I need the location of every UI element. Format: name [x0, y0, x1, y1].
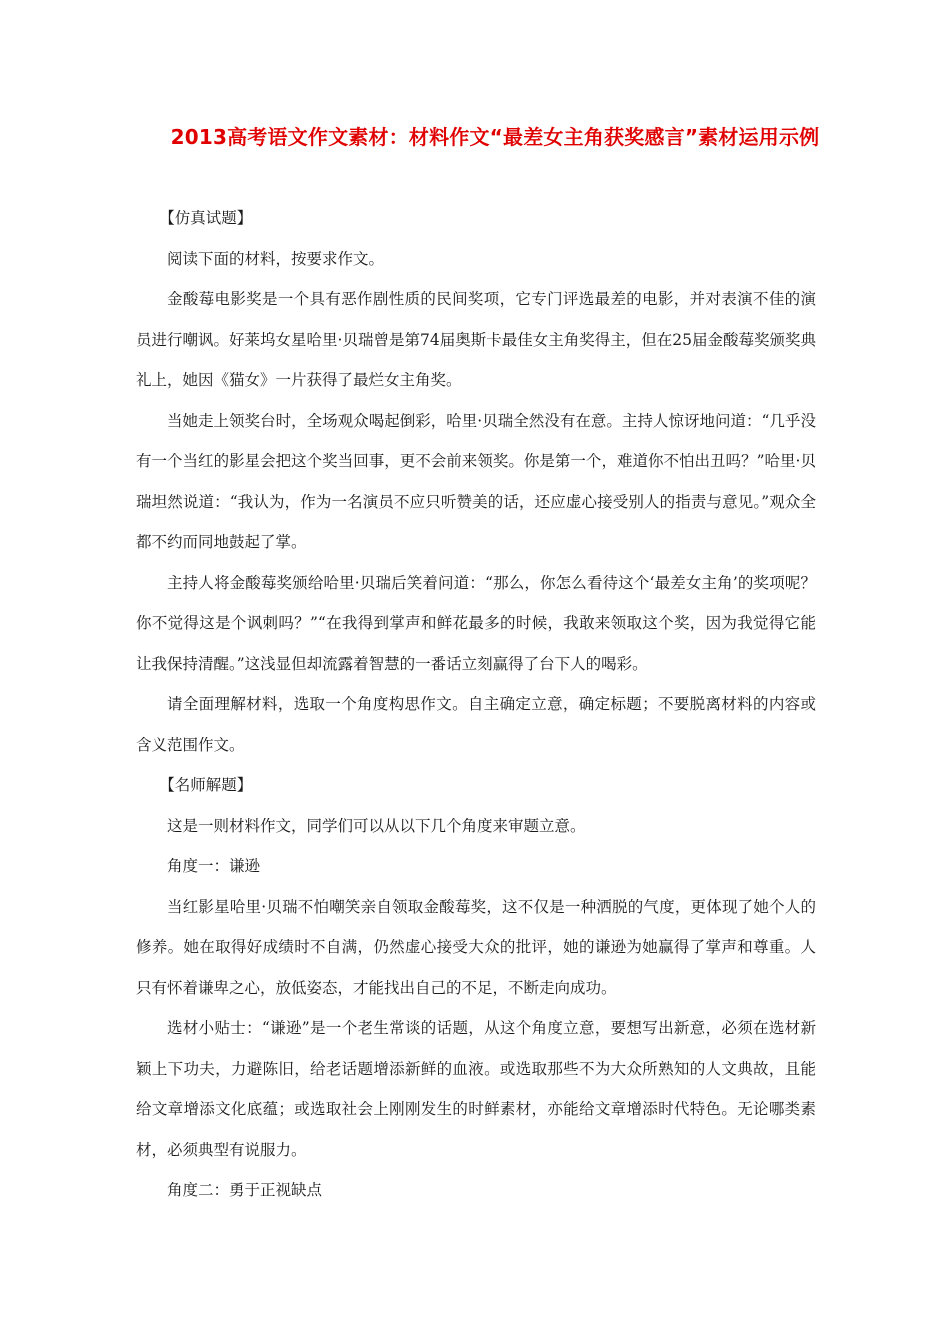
- document-body: [136, 198, 816, 1211]
- paragraph-angle-2-title: 角度二：勇于正视缺点: [167, 1181, 323, 1199]
- paragraph-instruction: 阅读下面的材料，按要求作文。: [167, 249, 385, 268]
- paragraph-requirement: 请全面理解材料，选取一个角度构思作文。自主确定立意，确定标题；不要脱离材料的内容或含义范围作文。: [136, 695, 816, 754]
- paragraph-material-tip: 选材小贴士：“谦逊”是一个老生常谈的话题，从这个角度立意，要想写出新意，必须在选材新颖上下功夫，力避陈旧，给老话题增添新鲜的血液。或选取那些不为大众所熟知的人文典故，且能给文章增添文化底蕴；或选取社会上刚刚发生的时鲜素材，亦能给文章增添时代特色。无论哪类素材，必须典型有说服力。: [136, 1019, 816, 1159]
- document-title: 2013高考语文作文素材：材料作文“最差女主角获奖感言”素材运用示例: [170, 125, 820, 149]
- paragraph-angle-1-title: 角度一：谦逊: [167, 857, 261, 875]
- section-heading-analysis: 【名师解题】: [159, 776, 253, 794]
- paragraph-material-1: 金酸莓电影奖是一个具有恶作剧性质的民间奖项，它专门评选最差的电影，并对表演不佳的演员进行嘲讽。好莱坞女星哈里·贝瑞曾是第74届奥斯卡最佳女主角奖得主，但在25届金酸莓奖颁奖典礼上，她因《猫女》一片获得了最烂女主角奖。: [136, 290, 816, 389]
- section-heading-simulation: 【仿真试题】: [159, 209, 253, 227]
- paragraph-material-3: 主持人将金酸莓奖颁给哈里·贝瑞后笑着问道：“那么，你怎么看待这个‘最差女主角’的奖项呢？你不觉得这是个讽刺吗？”“在我得到掌声和鲜花最多的时候，我敢来领取这个奖，因为我觉得它能让我保持清醒。”这浅显但却流露着智慧的一番话立刻赢得了台下人的喝彩。: [136, 573, 816, 673]
- paragraph-angle-1-body: 当红影星哈里·贝瑞不怕嘲笑亲自领取金酸莓奖，这不仅是一种洒脱的气度，更体现了她个人的修养。她在取得好成绩时不自满，仍然虚心接受大众的批评，她的谦逊为她赢得了掌声和尊重。人只有怀着谦卑之心，放低姿态，才能找出自己的不足，不断走向成功。: [136, 897, 816, 997]
- paragraph-analysis-intro: 这是一则材料作文，同学们可以从以下几个角度来审题立意。: [167, 816, 586, 835]
- paragraph-material-2: 当她走上领奖台时，全场观众喝起倒彩，哈里·贝瑞全然没有在意。主持人惊讶地问道：“几乎没有一个当红的影星会把这个奖当回事，更不会前来领奖。你是第一个，难道你不怕出丑吗？”哈里·贝瑞坦然说道：“我认为，作为一名演员不应只听赞美的话，还应虚心接受别人的指责与意见。”观众全都不约而同地鼓起了掌。: [136, 411, 816, 551]
